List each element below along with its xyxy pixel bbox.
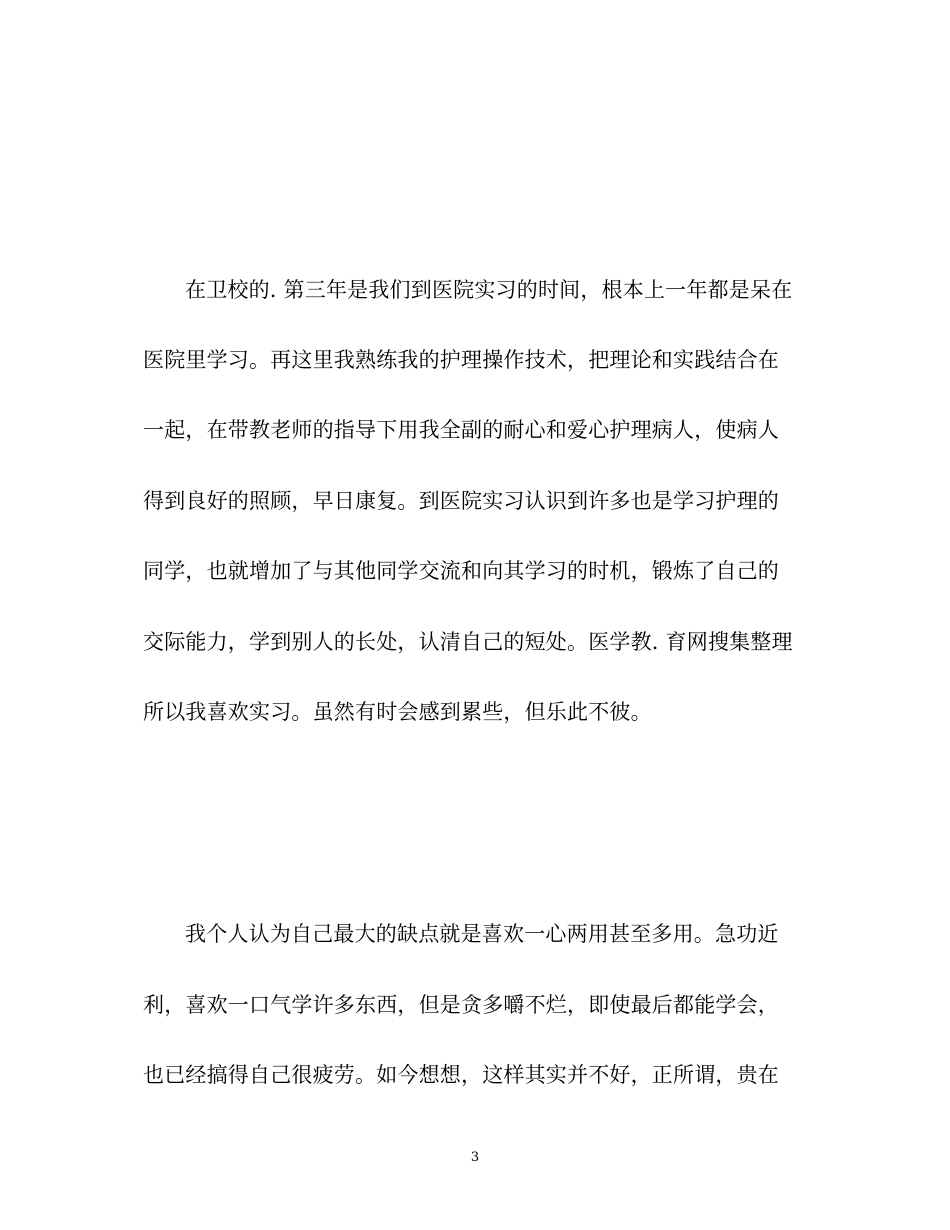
paragraph-line: 得到良好的照顾，早日康复。到医院实习认识到许多也是学习护理的 — [143, 489, 779, 513]
paragraph-line: 医院里学习。再这里我熟练我的护理操作技术，把理论和实践结合在 — [143, 348, 779, 372]
paragraph-line: 所以我喜欢实习。虽然有时会感到累些，但乐此不彼。 — [143, 700, 652, 724]
paragraph-line: 一起，在带教老师的指导下用我全副的耐心和爱心护理病人，使病人 — [143, 418, 779, 442]
page-number: 3 — [470, 1150, 480, 1165]
paragraph-line: 利，喜欢一口气学许多东西，但是贪多嚼不烂，即使最后都能学会， — [143, 993, 779, 1017]
paragraph-line: 也已经搞得自己很疲劳。如今想想，这样其实并不好，正所谓，贵在 — [143, 1063, 779, 1087]
paragraph-line: 在卫校的. 第三年是我们到医院实习的时间，根本上一年都是呆在 — [185, 278, 793, 302]
paragraph-line: 交际能力，学到别人的长处，认清自己的短处。医学教. 育网搜集整理 — [143, 630, 793, 654]
paragraph-line: 我个人认为自己最大的缺点就是喜欢一心两用甚至多用。急功近 — [185, 922, 779, 946]
paragraph-line: 同学，也就增加了与其他同学交流和向其学习的时机，锻炼了自己的 — [143, 559, 779, 583]
